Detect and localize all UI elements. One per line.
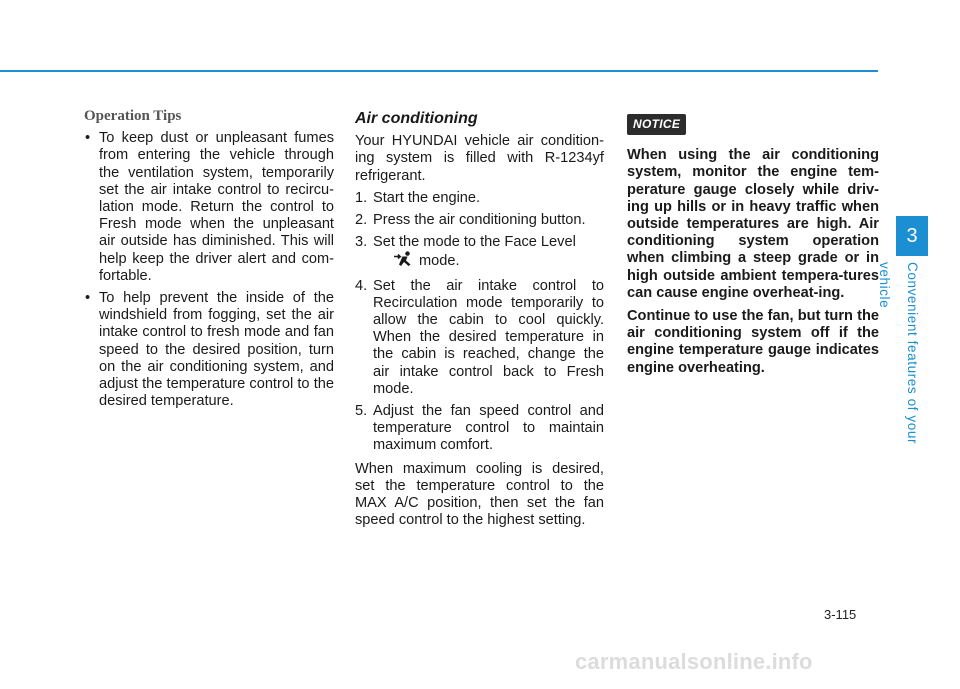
operation-tips-section	[84, 108, 334, 415]
step-text: Press the air conditioning button.	[373, 212, 586, 229]
air-conditioning-closing: When maximum cooling is desired, set the temperature control to the MAX A/C position, then set the fan speed control to the highest setting.	[355, 460, 604, 529]
notice-paragraph: Continue to use the fan, but turn the air conditioning system off if the engine temperature gauge indicates engine overheating.	[627, 308, 879, 376]
tip-text: To help prevent the inside of the windshield from fogging, set the air intake control to fresh mode and fan speed to the desired position, turn on the air conditioning system, and adjust the temperature control to the desired temperature.	[99, 290, 334, 410]
watermark: carmanualsonline.info	[575, 649, 813, 674]
face-level-vent-icon	[393, 251, 413, 272]
list-item	[84, 290, 334, 410]
step-text-suffix: mode.	[419, 253, 460, 270]
step-number: 3.	[355, 234, 368, 251]
step-text: Adjust the fan speed control and temperature control to maintain maximum comfort.	[373, 403, 604, 454]
chapter-title: Convenient features of your vehicle	[877, 262, 920, 445]
tip-text: To keep dust or unpleasant fumes from entering the vehicle through the ventilation system, temporarily set the air intake control to recircu-lation mode. Return the control to Fresh mode when the unpleasant air outside has diminished. This will help keep the driver alert and com-fortable.	[99, 130, 334, 284]
step-number: 1.	[355, 189, 368, 206]
chapter-number-tab: 3	[896, 216, 928, 256]
air-conditioning-intro: Your HYUNDAI vehicle air condition-ing system is filled with R-1234yf refrigerant.	[355, 133, 604, 184]
step-number: 2.	[355, 212, 368, 229]
notice-paragraph: When using the air conditioning system, monitor the engine tem-perature gauge closely while driv-ing up hills or in heavy traffic when outside temperatures are high. Air conditioning system operation when climbing a steep grade or in high outside ambient tempera-tures can cause engine overheat-ing.	[627, 147, 879, 301]
bullet-icon: •	[85, 290, 91, 307]
air-conditioning-section	[355, 110, 604, 534]
step-text: Start the engine.	[373, 189, 481, 206]
air-conditioning-title: Air conditioning	[355, 110, 478, 127]
step-text: Set the mode to the Face Level	[373, 234, 576, 251]
list-item	[355, 234, 604, 272]
list-item	[84, 130, 334, 285]
notice-badge: NOTICE	[627, 114, 686, 135]
page-number: 3-115	[824, 607, 857, 622]
list-item	[355, 190, 604, 207]
step-number: 5.	[355, 403, 368, 420]
step-text: Set the air intake control to Recirculation mode temporarily to allow the cabin to cool quickly. When the desired temperature in the cabin is reached, change the air intake control back to Fresh mode.	[373, 277, 604, 397]
header-rule	[0, 70, 878, 72]
operation-tips-list	[84, 130, 334, 410]
list-item	[355, 278, 604, 398]
bullet-icon: •	[85, 130, 91, 147]
notice-section	[627, 114, 879, 383]
list-item	[355, 403, 604, 455]
list-item	[355, 212, 604, 229]
air-conditioning-steps	[355, 190, 604, 455]
step-number: 4.	[355, 277, 368, 294]
operation-tips-heading: Operation Tips	[84, 108, 182, 124]
